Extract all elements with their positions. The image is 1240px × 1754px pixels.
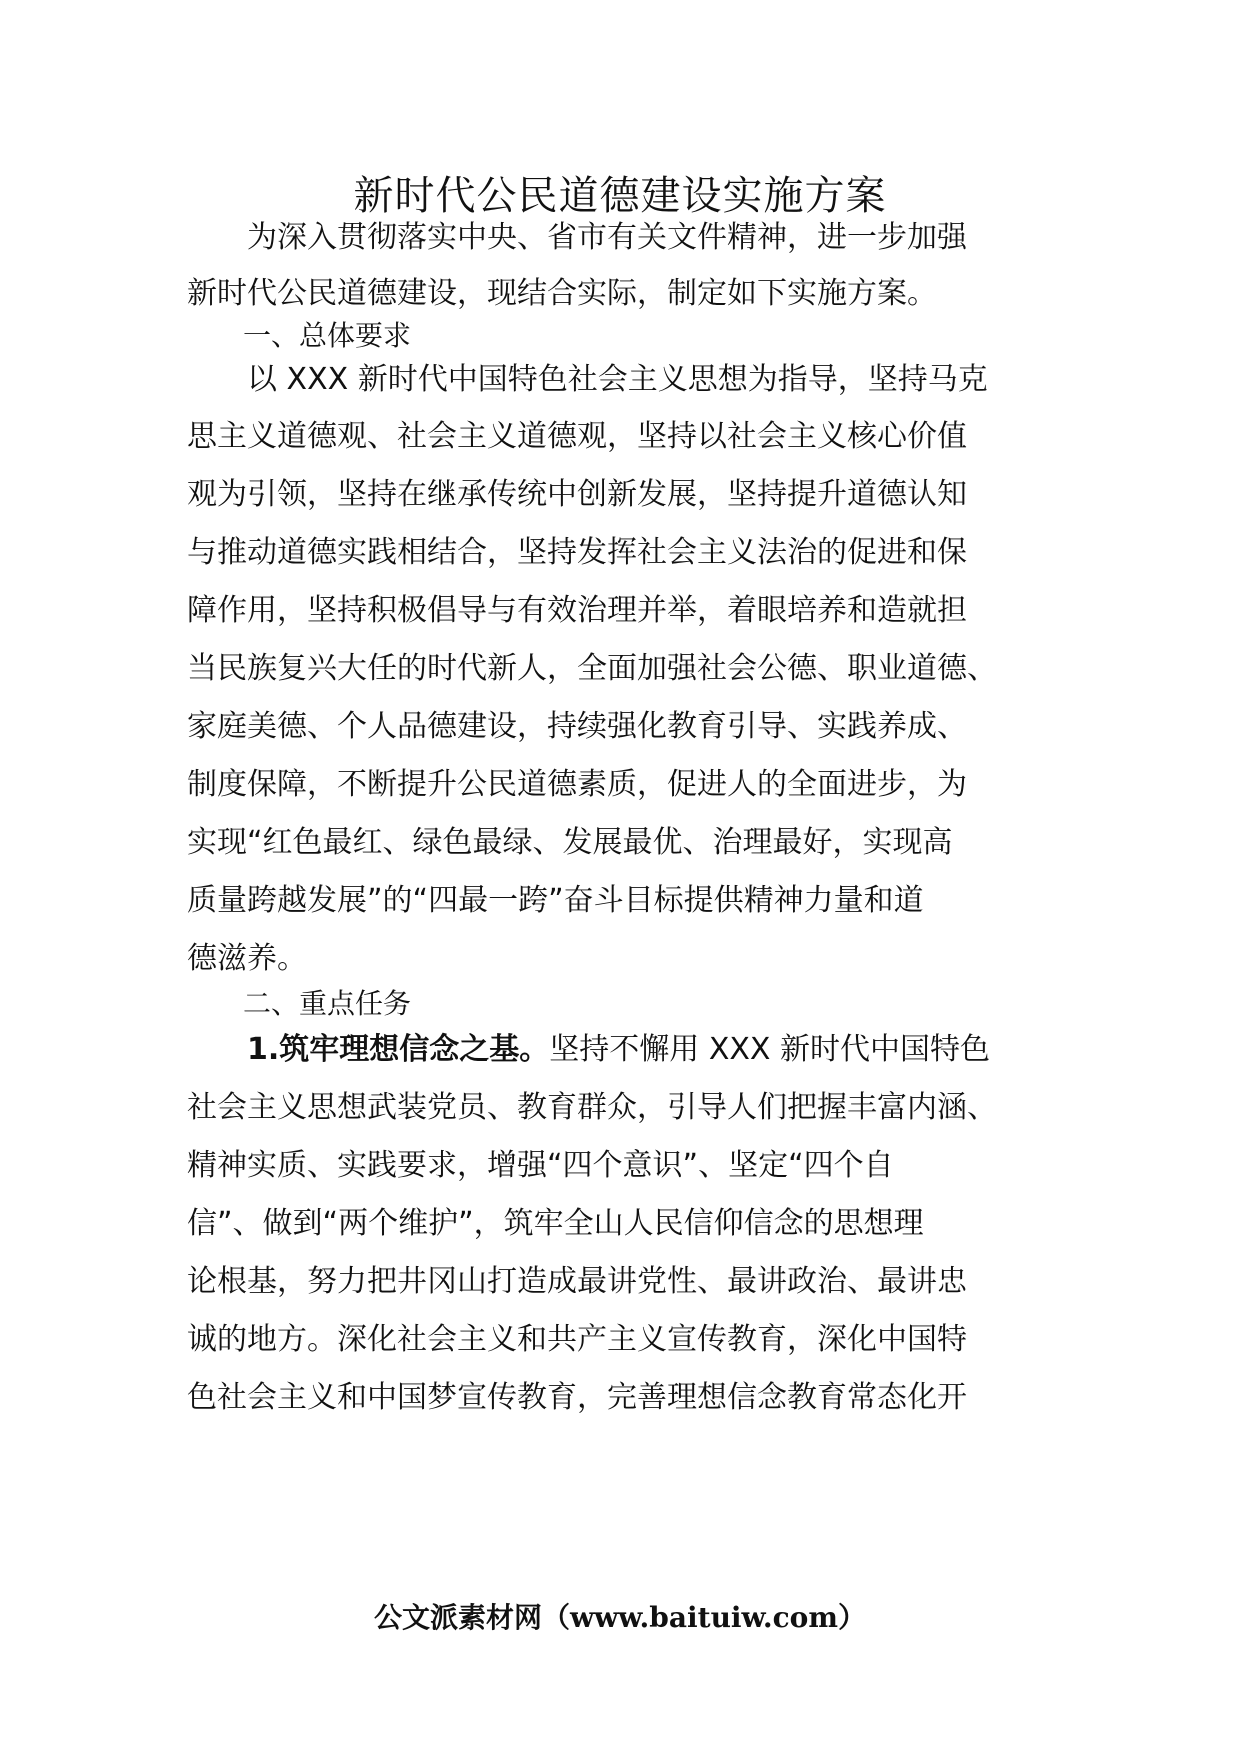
paragraph-line: 论根基，努力把井冈山打造成最讲党性、最讲政治、最讲忠 — [187, 1264, 967, 1299]
paragraph-line: 制度保障，不断提升公民道德素质，促进人的全面进步，为 — [187, 767, 967, 802]
section-heading-general-requirements: 一、总体要求 — [187, 319, 412, 352]
paragraph-line: 观为引领，坚持在继承传统中创新发展，坚持提升道德认知 — [187, 477, 967, 512]
section-heading-key-tasks: 二、重点任务 — [187, 987, 412, 1020]
document-title: 新时代公民道德建设实施方案 — [353, 173, 887, 219]
paragraph-line: 为深入贯彻落实中央、省市有关文件精神，进一步加强 — [187, 220, 967, 255]
paragraph-line: 色社会主义和中国梦宣传教育，完善理想信念教育常态化开 — [187, 1380, 967, 1415]
paragraph-line: 精神实质、实践要求，增强“四个意识”、坚定“四个自 — [187, 1148, 894, 1183]
paragraph-line: 当民族复兴大任的时代新人，全面加强社会公德、职业道德、 — [187, 651, 997, 686]
paragraph-line: 实现“红色最红、绿色最绿、发展最优、治理最好，实现高 — [187, 825, 953, 860]
paragraph-line: 新时代公民道德建设，现结合实际，制定如下实施方案。 — [187, 276, 937, 311]
task-1-title: 1.筑牢理想信念之基。 — [187, 1032, 550, 1067]
paragraph-line: 社会主义思想武装党员、教育群众，引导人们把握丰富内涵、 — [187, 1090, 997, 1125]
paragraph-line: 信”、做到“两个维护”，筑牢全山人民信仰信念的思想理 — [187, 1206, 924, 1241]
paragraph-line: 家庭美德、个人品德建设，持续强化教育引导、实践养成、 — [187, 709, 967, 744]
paragraph-line: 障作用，坚持积极倡导与有效治理并举，着眼培养和造就担 — [187, 593, 967, 628]
paragraph-line: 德滋养。 — [187, 941, 307, 976]
paragraph-line: 思主义道德观、社会主义道德观，坚持以社会主义核心价值 — [187, 419, 967, 454]
paragraph-line: 以 XXX 新时代中国特色社会主义思想为指导，坚持马克 — [187, 362, 988, 397]
task-1-first-line — [187, 1028, 1087, 1072]
footer-watermark: 公文派素材网（www.baituiw.com） — [374, 1601, 866, 1634]
task-1-intro: 坚持不懈用 XXX 新时代中国特色 — [549, 1032, 991, 1067]
paragraph-line: 与推动道德实践相结合，坚持发挥社会主义法治的促进和保 — [187, 535, 967, 570]
paragraph-line: 质量跨越发展”的“四最一跨”奋斗目标提供精神力量和道 — [187, 883, 924, 918]
paragraph-line: 诚的地方。深化社会主义和共产主义宣传教育，深化中国特 — [187, 1322, 967, 1357]
